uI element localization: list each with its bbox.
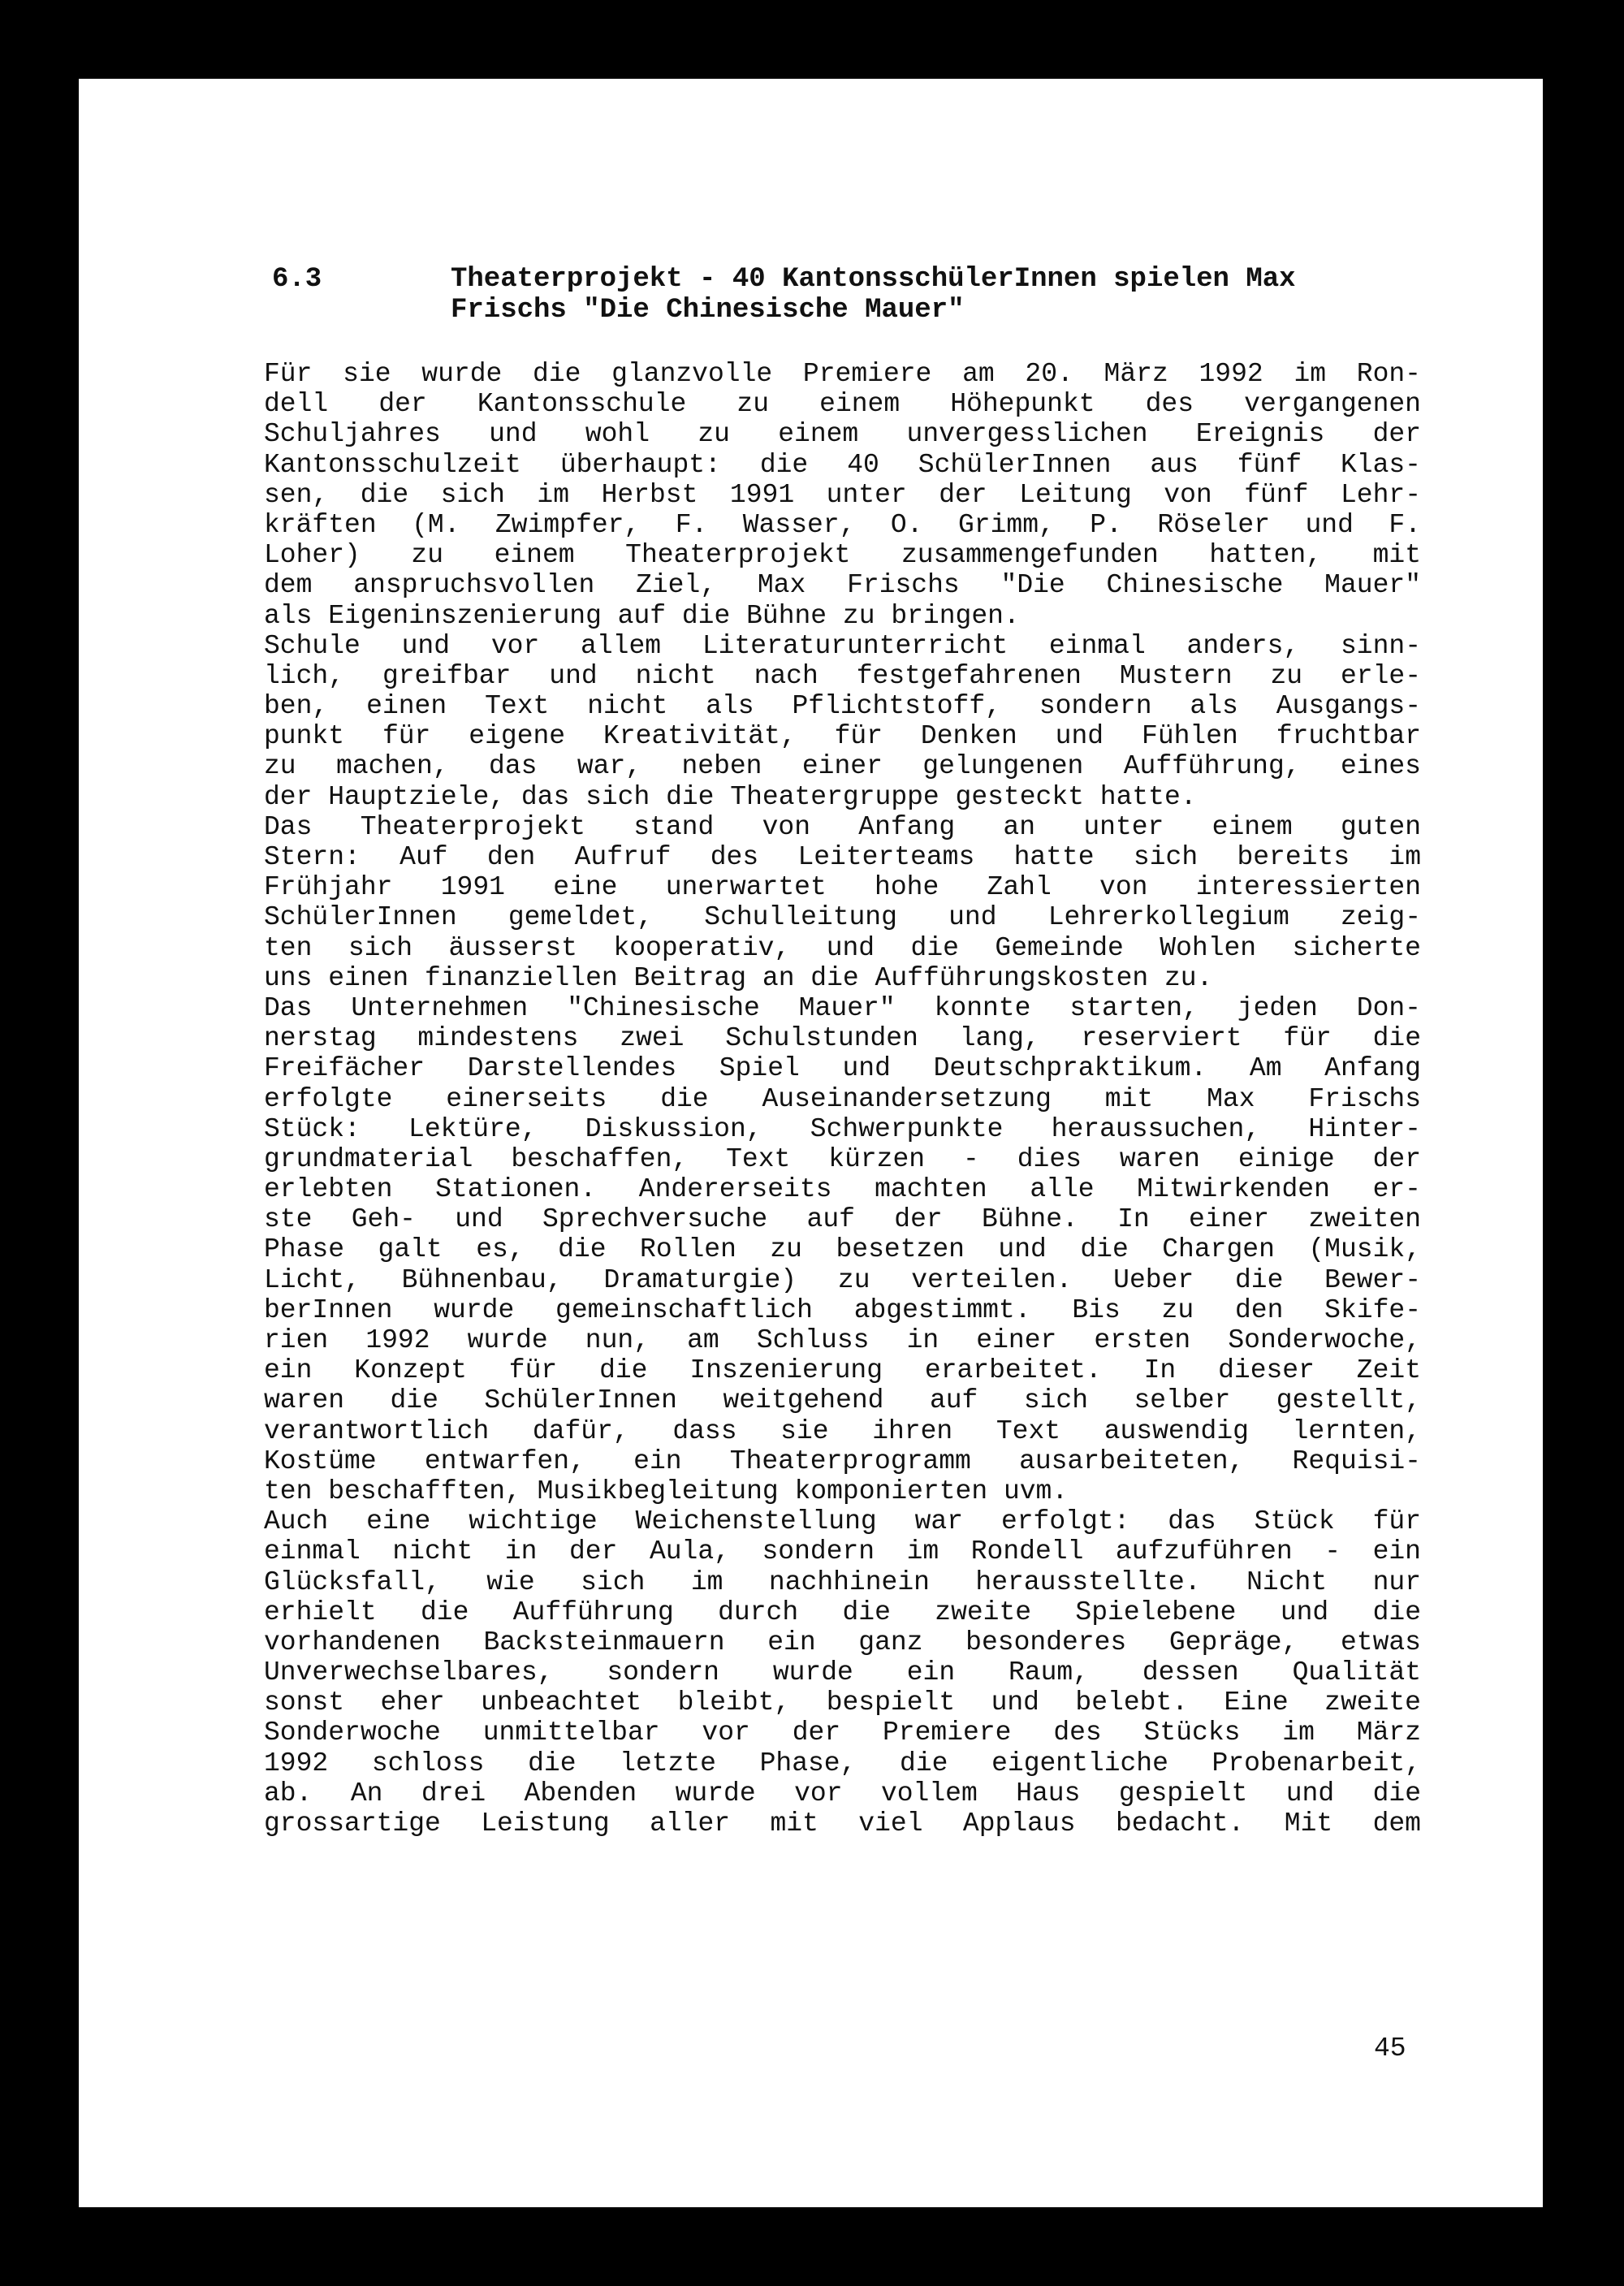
body-line: Unverwechselbares, sondern wurde ein Raum, dessen Qualität xyxy=(264,1657,1421,1688)
body-line: Kantonsschulzeit überhaupt: die 40 SchülerInnen aus fünf Klas- xyxy=(264,449,1421,480)
body-text xyxy=(264,359,1421,1839)
body-line: erfolgte einerseits die Auseinandersetzung mit Max Frischs xyxy=(264,1083,1421,1114)
body-line: Loher) zu einem Theaterprojekt zusammengefunden hatten, mit xyxy=(264,540,1421,571)
body-line: Für sie wurde die glanzvolle Premiere am 20. März 1992 im Ron- xyxy=(264,359,1421,389)
body-line: ten beschafften, Musikbegleitung komponierten uvm. xyxy=(264,1476,1069,1506)
body-line: berInnen wurde gemeinschaftlich abgestimmt. Bis zu den Skife- xyxy=(264,1294,1421,1325)
page-number: 45 xyxy=(1374,2033,1406,2063)
body-line: ein Konzept für die Inszenierung erarbeitet. In dieser Zeit xyxy=(264,1355,1421,1386)
body-line: zu machen, das war, neben einer gelungenen Aufführung, eines xyxy=(264,751,1421,782)
body-line: verantwortlich dafür, dass sie ihren Text auswendig lernten, xyxy=(264,1415,1421,1446)
body-line: Stück: Lektüre, Diskussion, Schwerpunkte heraussuchen, Hinter- xyxy=(264,1113,1421,1144)
body-line: dem anspruchsvollen Ziel, Max Frischs "Die Chinesische Mauer" xyxy=(264,570,1421,601)
body-line: Schuljahres und wohl zu einem unvergesslichen Ereignis der xyxy=(264,419,1421,450)
body-line: sonst eher unbeachtet bleibt, bespielt und belebt. Eine zweite xyxy=(264,1687,1421,1718)
body-line: dell der Kantonsschule zu einem Höhepunkt des vergangenen xyxy=(264,389,1421,420)
body-line: einmal nicht in der Aula, sondern im Rondell aufzuführen - ein xyxy=(264,1536,1421,1567)
body-line: SchülerInnen gemeldet, Schulleitung und Lehrerkollegium zeig- xyxy=(264,902,1421,933)
body-line: Stern: Auf den Aufruf des Leiterteams hatte sich bereits im xyxy=(264,842,1421,872)
body-line: ben, einen Text nicht als Pflichtstoff, sondern als Ausgangs- xyxy=(264,691,1421,722)
body-line: Phase galt es, die Rollen zu besetzen und die Chargen (Musik, xyxy=(264,1234,1421,1265)
body-line: rien 1992 wurde nun, am Schluss in einer ersten Sonderwoche, xyxy=(264,1325,1421,1355)
body-line: ste Geh- und Sprechversuche auf der Bühne. In einer zweiten xyxy=(264,1204,1421,1235)
body-line: Sonderwoche unmittelbar vor der Premiere des Stücks im März xyxy=(264,1718,1421,1748)
body-line: vorhandenen Backsteinmauern ein ganz besonderes Gepräge, etwas xyxy=(264,1627,1421,1657)
section-number: 6.3 xyxy=(272,264,322,295)
body-line: Auch eine wichtige Weichenstellung war erfolgt: das Stück für xyxy=(264,1506,1421,1537)
body-line: erlebten Stationen. Andererseits machten alle Mitwirkenden er- xyxy=(264,1174,1421,1205)
body-line: Das Theaterprojekt stand von Anfang an unter einem guten xyxy=(264,811,1421,842)
body-line: Licht, Bühnenbau, Dramaturgie) zu verteilen. Ueber die Bewer- xyxy=(264,1264,1421,1295)
body-line: sen, die sich im Herbst 1991 unter der Leitung von fünf Lehr- xyxy=(264,479,1421,510)
body-line: waren die SchülerInnen weitgehend auf sich selber gestellt, xyxy=(264,1385,1421,1416)
body-line: Frühjahr 1991 eine unerwartet hohe Zahl von interessierten xyxy=(264,872,1421,903)
body-line: Das Unternehmen "Chinesische Mauer" konnte starten, jeden Don- xyxy=(264,992,1421,1023)
body-line: nerstag mindestens zwei Schulstunden lang, reserviert für die xyxy=(264,1023,1421,1054)
section-title xyxy=(451,264,1506,326)
body-line: grundmaterial beschaffen, Text kürzen - dies waren einige der xyxy=(264,1143,1421,1174)
body-line: kräften (M. Zwimpfer, F. Wasser, O. Grimm, P. Röseler und F. xyxy=(264,509,1421,540)
body-line: 1992 schloss die letzte Phase, die eigentliche Probenarbeit, xyxy=(264,1748,1421,1778)
body-line: ab. An drei Abenden wurde vor vollem Haus gespielt und die xyxy=(264,1778,1421,1808)
body-line: Kostüme entwarfen, ein Theaterprogramm ausarbeiteten, Requisi- xyxy=(264,1445,1421,1476)
body-line: Freifächer Darstellendes Spiel und Deutschpraktikum. Am Anfang xyxy=(264,1053,1421,1084)
document-page xyxy=(79,79,1543,2207)
body-line: Glücksfall, wie sich im nachhinein herausstellte. Nicht nur xyxy=(264,1566,1421,1597)
body-line: der Hauptziele, das sich die Theatergruppe gesteckt hatte. xyxy=(264,781,1197,812)
body-line: lich, greifbar und nicht nach festgefahrenen Mustern zu erle- xyxy=(264,660,1421,691)
body-line: grossartige Leistung aller mit viel Applaus bedacht. Mit dem xyxy=(264,1808,1421,1839)
body-line: erhielt die Aufführung durch die zweite Spielebene und die xyxy=(264,1597,1421,1627)
body-line: punkt für eigene Kreativität, für Denken und Fühlen fruchtbar xyxy=(264,721,1421,752)
body-line: Schule und vor allem Literaturunterricht einmal anders, sinn- xyxy=(264,630,1421,661)
body-line: ten sich äusserst kooperativ, und die Gemeinde Wohlen sicherte xyxy=(264,932,1421,963)
section-title-line: Frischs "Die Chinesische Mauer" xyxy=(451,295,965,326)
section-title-line: Theaterprojekt - 40 KantonsschülerInnen spielen Max xyxy=(451,264,1296,295)
body-line: als Eigeninszenierung auf die Bühne zu bringen. xyxy=(264,600,1020,631)
body-line: uns einen finanziellen Beitrag an die Aufführungskosten zu. xyxy=(264,962,1213,993)
